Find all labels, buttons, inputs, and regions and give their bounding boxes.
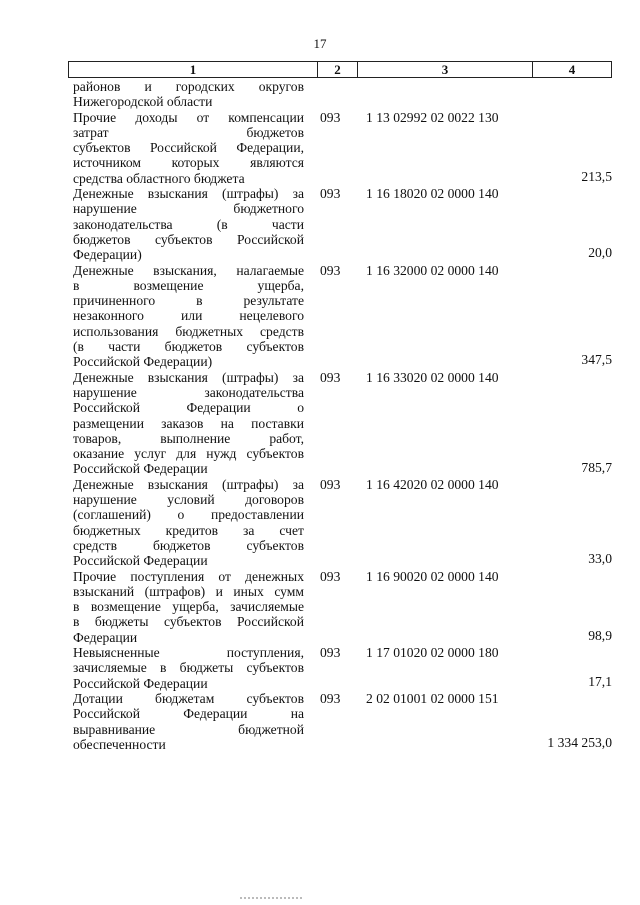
table-header: [68, 61, 612, 78]
admin-code: 093: [320, 186, 341, 202]
description-line: в возмещение ущерба, зачисляемые: [73, 599, 304, 615]
description-line: (в части бюджетов субъектов: [73, 339, 304, 355]
description-line: Российской Федерации на: [73, 706, 304, 722]
row-description: [73, 477, 304, 569]
budget-classification-code: 2 02 01001 02 0000 151: [366, 691, 499, 706]
description-line: Дотации бюджетам субъектов: [73, 691, 304, 706]
budget-classification-code: 1 16 42020 02 0000 140: [366, 476, 499, 492]
admin-code: 093: [320, 262, 341, 278]
amount-value: 213,5: [581, 168, 612, 184]
description-line: нарушение бюджетного: [73, 201, 304, 217]
description-line: размещении заказов на поставки: [73, 415, 304, 431]
row-description: [73, 263, 304, 370]
description-line: средства областного бюджета: [73, 170, 245, 186]
description-line: Денежные взыскания (штрафы) за: [73, 186, 304, 202]
description-line: Нижегородской области: [73, 94, 213, 110]
budget-classification-code: 1 16 32000 02 0000 140: [366, 262, 499, 278]
description-line: Денежные взыскания, налагаемые: [73, 262, 304, 278]
budget-classification-code: 1 16 18020 02 0000 140: [366, 186, 499, 202]
description-line: Федерации: [73, 629, 138, 645]
row-description: [73, 569, 304, 645]
amount-value: 1 334 253,0: [547, 734, 612, 750]
page-number: 17: [313, 36, 327, 51]
description-line: Федерации): [73, 247, 142, 263]
description-line: использования бюджетных средств: [73, 323, 304, 339]
description-line: затрат бюджетов: [73, 124, 304, 140]
description-line: нарушение законодательства: [73, 384, 304, 400]
description-line: (соглашений) о предоставлении: [73, 507, 304, 523]
description-line: Российской Федерации: [73, 553, 208, 569]
description-line: причиненного в результате: [73, 293, 304, 309]
admin-code: 093: [320, 691, 341, 706]
description-line: в бюджеты субъектов Российской: [73, 614, 304, 630]
description-line: в возмещение ущерба,: [73, 277, 304, 293]
row-description: [73, 691, 304, 752]
description-line: обеспеченности: [73, 736, 166, 752]
description-line: Прочие поступления от денежных: [73, 568, 304, 584]
description-line: субъектов Российской Федерации,: [73, 140, 304, 156]
description-line: зачисляемые в бюджеты субъектов: [73, 660, 304, 676]
amount-value: 347,5: [581, 352, 612, 368]
description-line: бюджетных кредитов за счет: [73, 522, 304, 538]
header-col-4: 4: [568, 62, 576, 77]
amount-value: 20,0: [588, 245, 612, 261]
description-line: Российской Федерации: [73, 675, 208, 691]
description-line: Российской Федерации: [73, 461, 208, 477]
budget-classification-code: 1 13 02992 02 0022 130: [366, 109, 499, 125]
description-line: бюджетов субъектов Российской: [73, 231, 304, 247]
description-line: незаконного или нецелевого: [73, 308, 304, 324]
description-line: взысканий (штрафов) и иных сумм: [73, 583, 304, 599]
amount-value: 785,7: [581, 459, 612, 475]
amount-value: 17,1: [588, 673, 612, 689]
description-line: нарушение условий договоров: [73, 492, 304, 508]
description-line: Денежные взыскания (штрафы) за: [73, 476, 304, 492]
header-col-1: 1: [69, 62, 318, 77]
row-description: [73, 370, 304, 477]
admin-code: 093: [320, 568, 341, 584]
budget-classification-code: 1 17 01020 02 0000 180: [366, 645, 499, 661]
header-col-3: 3: [358, 62, 533, 77]
description-line: Российской Федерации о: [73, 400, 304, 416]
description-line: Денежные взыскания (штрафы) за: [73, 369, 304, 385]
description-line: Невыясненные поступления,: [73, 645, 304, 661]
description-line: товаров, выполнение работ,: [73, 430, 304, 446]
row-description: [73, 645, 304, 691]
header-col-2: 2: [318, 62, 358, 77]
description-line: законодательства (в части: [73, 216, 304, 232]
budget-classification-code: 1 16 90020 02 0000 140: [366, 568, 499, 584]
row-description: [73, 186, 304, 262]
row-description: [73, 110, 304, 186]
description-line: средств бюджетов субъектов: [73, 537, 304, 553]
description-line: выравнивание бюджетной: [73, 721, 304, 737]
admin-code: 093: [320, 109, 341, 125]
admin-code: 093: [320, 645, 341, 661]
amount-value: 98,9: [588, 627, 612, 643]
description-line: Российской Федерации): [73, 354, 213, 370]
admin-code: 093: [320, 369, 341, 385]
budget-classification-code: 1 16 33020 02 0000 140: [366, 369, 499, 385]
description-line: районов и городских округов: [73, 79, 304, 94]
row-description: [73, 79, 304, 110]
scan-artifact: [240, 897, 302, 899]
admin-code: 093: [320, 476, 341, 492]
description-line: источником которых являются: [73, 155, 304, 171]
description-line: Прочие доходы от компенсации: [73, 109, 304, 125]
amount-value: 33,0: [588, 551, 612, 567]
description-line: оказание услуг для нужд субъектов: [73, 446, 304, 462]
